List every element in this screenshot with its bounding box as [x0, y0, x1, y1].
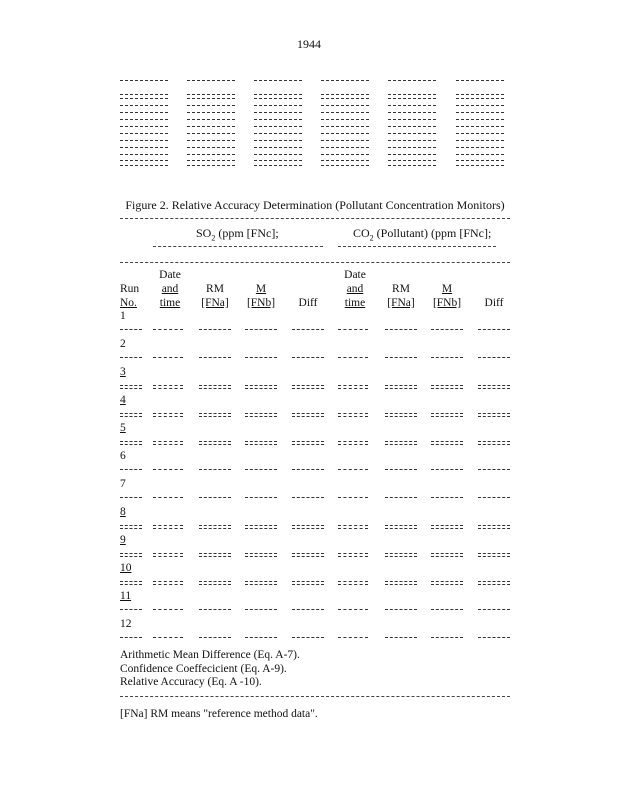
blank-cell-entry	[245, 357, 277, 358]
blank-cell-entry	[478, 329, 510, 330]
blank-cell-entry	[478, 357, 510, 358]
footnote: [FNa] RM means "reference method data".	[120, 708, 318, 720]
blank-entry-line	[321, 160, 369, 161]
blank-entry-line	[321, 133, 369, 134]
blank-entry-line	[254, 154, 302, 155]
blank-entry-line	[456, 119, 504, 120]
m-header-line1: M	[255, 283, 267, 295]
blank-entry-line	[321, 80, 369, 81]
blank-cell-entry	[338, 329, 368, 330]
blank-cell-entry	[153, 637, 183, 638]
blank-cell-entry	[385, 637, 417, 638]
blank-cell-entry	[245, 413, 277, 417]
header-top-rule	[120, 262, 510, 263]
so2-label: SO	[196, 226, 212, 240]
blank-entry-grid	[120, 75, 510, 175]
blank-entry-line	[388, 112, 436, 113]
blank-entry-line	[187, 126, 235, 127]
blank-entry-line	[456, 98, 504, 99]
blank-entry-line	[120, 94, 168, 95]
blank-cell-entry	[292, 441, 324, 445]
blank-entry-line	[388, 119, 436, 120]
blank-entry-line	[321, 112, 369, 113]
blank-entry-line	[120, 160, 168, 161]
blank-cell-entry	[153, 441, 183, 445]
run-number: 1	[120, 310, 126, 322]
so2-group-header	[196, 226, 279, 242]
blank-cell-entry	[153, 357, 183, 358]
blank-cell-entry	[338, 497, 368, 498]
blank-entry-line	[254, 112, 302, 113]
blank-cell-entry	[338, 357, 368, 358]
blank-cell-entry	[385, 469, 417, 470]
blank-entry-line	[254, 119, 302, 120]
blank-cell-entry	[478, 637, 510, 638]
blank-cell-entry	[153, 329, 183, 330]
blank-entry-line	[254, 165, 302, 166]
run-header-line1: Run	[120, 283, 140, 295]
blank-cell-entry	[431, 637, 463, 638]
blank-entry-line	[456, 154, 504, 155]
run-number: 3	[120, 366, 126, 378]
blank-cell-entry	[431, 525, 463, 529]
blank-cell-entry	[292, 525, 324, 529]
blank-entry-line	[388, 105, 436, 106]
blank-entry-line	[388, 94, 436, 95]
run-number: 11	[120, 590, 132, 602]
blank-entry-line	[321, 94, 369, 95]
blank-cell-entry	[199, 469, 231, 470]
blank-entry-line	[388, 126, 436, 127]
blank-cell-entry	[385, 525, 417, 529]
blank-entry-line	[456, 160, 504, 161]
blank-cell-entry	[199, 385, 231, 389]
blank-cell-entry	[153, 581, 183, 585]
blank-entry-line	[456, 165, 504, 166]
blank-cell-entry	[338, 385, 368, 389]
blank-entry-line	[321, 140, 369, 141]
table-top-rule	[120, 218, 510, 219]
blank-entry-line	[321, 105, 369, 106]
blank-cell-entry	[199, 581, 231, 585]
blank-cell-entry	[120, 329, 142, 330]
blank-entry-line	[321, 119, 369, 120]
blank-entry-line	[187, 94, 235, 95]
date-header-line1: Date	[159, 269, 181, 281]
blank-cell-entry	[292, 581, 324, 585]
blank-entry-line	[254, 133, 302, 134]
blank-cell-entry	[120, 357, 142, 358]
blank-cell-entry	[153, 385, 183, 389]
blank-entry-line	[321, 154, 369, 155]
blank-entry-line	[254, 140, 302, 141]
blank-cell-entry	[245, 497, 277, 498]
blank-cell-entry	[478, 497, 510, 498]
blank-cell-entry	[245, 385, 277, 389]
blank-cell-entry	[338, 413, 368, 417]
blank-entry-line	[254, 105, 302, 106]
blank-cell-entry	[431, 413, 463, 417]
blank-cell-entry	[153, 413, 183, 417]
blank-entry-line	[254, 147, 302, 148]
blank-cell-entry	[120, 525, 142, 529]
so2-subscript: 2	[211, 233, 216, 243]
blank-cell-entry	[120, 581, 142, 585]
blank-cell-entry	[431, 581, 463, 585]
blank-cell-entry	[120, 497, 142, 498]
blank-cell-entry	[478, 581, 510, 585]
m-header-line2: [FNb]	[432, 297, 462, 309]
blank-cell-entry	[292, 469, 324, 470]
blank-cell-entry	[338, 637, 368, 638]
blank-cell-entry	[292, 329, 324, 330]
blank-entry-line	[388, 154, 436, 155]
blank-entry-line	[120, 140, 168, 141]
blank-cell-entry	[431, 329, 463, 330]
blank-cell-entry	[478, 609, 510, 610]
blank-cell-entry	[245, 469, 277, 470]
blank-entry-line	[120, 98, 168, 99]
blank-entry-line	[388, 160, 436, 161]
blank-cell-entry	[292, 637, 324, 638]
blank-cell-entry	[245, 441, 277, 445]
blank-cell-entry	[431, 357, 463, 358]
blank-cell-entry	[199, 329, 231, 330]
blank-entry-line	[321, 147, 369, 148]
date-header-line3: time	[159, 297, 181, 309]
blank-cell-entry	[199, 441, 231, 445]
so2-date-time-header	[154, 268, 186, 310]
blank-cell-entry	[245, 329, 277, 330]
blank-entry-line	[187, 160, 235, 161]
blank-cell-entry	[385, 413, 417, 417]
so2-diff-header: Diff	[298, 297, 318, 309]
blank-cell-entry	[292, 609, 324, 610]
blank-cell-entry	[153, 553, 183, 557]
run-number: 9	[120, 534, 126, 546]
co2-diff-header: Diff	[484, 297, 504, 309]
rm-header-line2: [FNa]	[201, 297, 229, 309]
blank-cell-entry	[199, 637, 231, 638]
blank-cell-entry	[245, 581, 277, 585]
blank-entry-line	[254, 126, 302, 127]
blank-cell-entry	[199, 553, 231, 557]
blank-cell-entry	[199, 609, 231, 610]
run-number: 5	[120, 422, 126, 434]
page-number: 1944	[297, 37, 321, 51]
blank-entry-line	[120, 133, 168, 134]
blank-cell-entry	[120, 637, 142, 638]
blank-entry-line	[388, 133, 436, 134]
blank-cell-entry	[120, 609, 142, 610]
blank-entry-line	[120, 112, 168, 113]
date-header-line2: and	[346, 283, 364, 295]
blank-cell-entry	[431, 385, 463, 389]
blank-entry-line	[456, 147, 504, 148]
blank-entry-line	[456, 140, 504, 141]
blank-cell-entry	[385, 329, 417, 330]
blank-cell-entry	[292, 385, 324, 389]
blank-entry-line	[254, 94, 302, 95]
summary-block	[120, 649, 300, 690]
blank-cell-entry	[478, 413, 510, 417]
blank-entry-line	[254, 98, 302, 99]
blank-cell-entry	[245, 637, 277, 638]
blank-cell-entry	[153, 525, 183, 529]
blank-entry-line	[254, 80, 302, 81]
blank-cell-entry	[120, 385, 142, 389]
blank-entry-line	[187, 154, 235, 155]
blank-entry-line	[187, 80, 235, 81]
date-header-line2: and	[161, 283, 179, 295]
run-number: 4	[120, 394, 126, 406]
blank-cell-entry	[120, 553, 142, 557]
blank-cell-entry	[385, 385, 417, 389]
blank-cell-entry	[153, 609, 183, 610]
blank-cell-entry	[431, 441, 463, 445]
blank-cell-entry	[385, 441, 417, 445]
blank-cell-entry	[199, 413, 231, 417]
blank-entry-line	[388, 140, 436, 141]
blank-entry-line	[388, 98, 436, 99]
co2-m-header	[431, 282, 463, 310]
blank-entry-line	[388, 80, 436, 81]
blank-entry-line	[456, 94, 504, 95]
blank-entry-line	[187, 105, 235, 106]
blank-entry-line	[187, 119, 235, 120]
blank-entry-line	[456, 133, 504, 134]
blank-entry-line	[120, 147, 168, 148]
blank-entry-line	[254, 160, 302, 161]
blank-entry-line	[120, 165, 168, 166]
figure-caption: Figure 2. Relative Accuracy Determination (Pollutant Concentration Monitors)	[125, 198, 505, 212]
co2-date-time-header	[339, 268, 371, 310]
blank-cell-entry	[385, 609, 417, 610]
blank-entry-line	[456, 80, 504, 81]
co2-group-rule	[338, 246, 496, 247]
so2-m-header	[245, 282, 277, 310]
blank-entry-line	[187, 140, 235, 141]
so2-rm-header	[199, 282, 231, 310]
blank-entry-line	[187, 147, 235, 148]
blank-cell-entry	[153, 497, 183, 498]
run-number: 7	[120, 478, 126, 490]
blank-entry-line	[120, 126, 168, 127]
blank-entry-line	[388, 147, 436, 148]
blank-entry-line	[187, 165, 235, 166]
run-number: 2	[120, 338, 126, 350]
blank-cell-entry	[478, 385, 510, 389]
blank-cell-entry	[385, 497, 417, 498]
run-number: 8	[120, 506, 126, 518]
blank-cell-entry	[153, 469, 183, 470]
blank-entry-line	[120, 119, 168, 120]
m-header-line2: [FNb]	[246, 297, 276, 309]
blank-cell-entry	[338, 609, 368, 610]
blank-cell-entry	[292, 497, 324, 498]
date-header-line3: time	[344, 297, 366, 309]
blank-cell-entry	[199, 497, 231, 498]
blank-cell-entry	[385, 581, 417, 585]
blank-cell-entry	[292, 413, 324, 417]
blank-cell-entry	[120, 469, 142, 470]
blank-entry-line	[187, 133, 235, 134]
footnote-rule	[120, 696, 510, 697]
rm-header-line1: RM	[392, 283, 410, 295]
blank-entry-line	[120, 105, 168, 106]
blank-cell-entry	[431, 469, 463, 470]
blank-cell-entry	[338, 525, 368, 529]
blank-cell-entry	[385, 357, 417, 358]
co2-rm-header	[385, 282, 417, 310]
blank-entry-line	[456, 126, 504, 127]
blank-entry-line	[187, 98, 235, 99]
blank-cell-entry	[292, 357, 324, 358]
blank-cell-entry	[385, 553, 417, 557]
blank-cell-entry	[431, 609, 463, 610]
blank-entry-line	[456, 105, 504, 106]
blank-cell-entry	[120, 413, 142, 417]
run-header-line2: No.	[120, 297, 137, 309]
run-number: 12	[120, 618, 132, 630]
co2-label: CO	[353, 226, 370, 240]
confidence-coefficient-line: Confidence Coeffecicient (Eq. A-9).	[120, 662, 287, 675]
run-no-header	[120, 282, 146, 310]
blank-entry-line	[456, 112, 504, 113]
m-header-line1: M	[441, 283, 453, 295]
blank-entry-line	[321, 165, 369, 166]
blank-cell-entry	[478, 469, 510, 470]
so2-units: (ppm [FNc];	[215, 226, 279, 240]
blank-cell-entry	[338, 581, 368, 585]
rm-header-line1: RM	[206, 283, 224, 295]
relative-accuracy-line: Relative Accuracy (Eq. A -10).	[120, 676, 262, 688]
run-number: 6	[120, 450, 126, 462]
rm-header-line2: [FNa]	[387, 297, 415, 309]
blank-cell-entry	[199, 525, 231, 529]
run-number: 10	[120, 562, 132, 574]
blank-cell-entry	[245, 609, 277, 610]
blank-cell-entry	[245, 553, 277, 557]
blank-cell-entry	[338, 469, 368, 470]
blank-cell-entry	[338, 553, 368, 557]
blank-entry-line	[187, 112, 235, 113]
blank-entry-line	[321, 98, 369, 99]
blank-cell-entry	[199, 357, 231, 358]
blank-cell-entry	[431, 553, 463, 557]
blank-entry-line	[120, 154, 168, 155]
blank-entry-line	[321, 126, 369, 127]
blank-entry-line	[120, 80, 168, 81]
arithmetic-mean-line: Arithmetic Mean Difference (Eq. A-7).	[120, 649, 300, 661]
blank-entry-line	[388, 165, 436, 166]
co2-units: (Pollutant) (ppm [FNc];	[373, 226, 492, 240]
so2-group-rule	[153, 246, 323, 247]
blank-cell-entry	[338, 441, 368, 445]
blank-cell-entry	[478, 525, 510, 529]
co2-subscript: 2	[369, 233, 374, 243]
blank-cell-entry	[478, 441, 510, 445]
co2-group-header	[353, 226, 491, 242]
blank-cell-entry	[292, 553, 324, 557]
blank-cell-entry	[478, 553, 510, 557]
blank-cell-entry	[245, 525, 277, 529]
blank-cell-entry	[431, 497, 463, 498]
blank-cell-entry	[120, 441, 142, 445]
date-header-line1: Date	[344, 269, 366, 281]
